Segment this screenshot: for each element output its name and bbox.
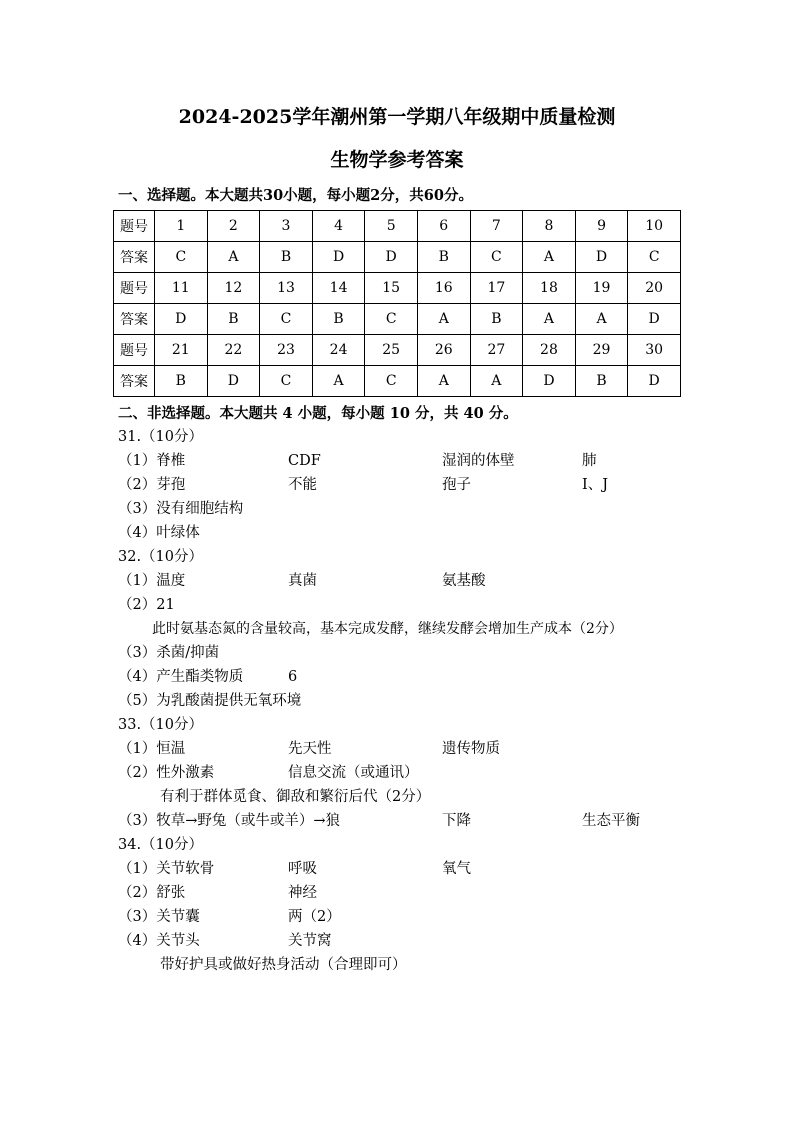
question-number-cell: 28	[523, 335, 576, 366]
q34-4-explanation: 带好护具或做好热身活动（合理即可）	[160, 957, 407, 973]
question-number-cell: 7	[470, 211, 523, 242]
answer-cell: A	[523, 242, 576, 273]
q34-4-a: （4）关节头	[118, 933, 200, 949]
q33-1-c: 遗传物质	[442, 741, 500, 757]
question-number-cell: 12	[207, 273, 260, 304]
question-number-row	[114, 273, 681, 304]
answer-cell: C	[155, 242, 208, 273]
q32-2: （2）21	[118, 597, 175, 613]
q32-2-explanation: 此时氨基态氮的含量较高，基本完成发酵，继续发酵会增加生产成本（2分）	[152, 621, 623, 637]
q33-3-a: （3）牧草→野兔（或牛或羊）→狼	[118, 813, 341, 829]
question-number-cell: 9	[575, 211, 628, 242]
q33-2-explanation: 有利于群体觅食、御敌和繁衍后代（2分）	[160, 789, 431, 805]
q34-4-b: 关节窝	[288, 933, 332, 949]
answer-cell: B	[312, 304, 365, 335]
answer-row-label: 答案	[114, 242, 155, 273]
question-number-row-label: 题号	[114, 211, 155, 242]
answer-cell: A	[523, 304, 576, 335]
q34-1-c: 氧气	[442, 861, 471, 877]
q33-3-b: 下降	[442, 813, 471, 829]
answer-cell: D	[628, 304, 681, 335]
question-number-cell: 8	[523, 211, 576, 242]
question-number-cell: 6	[417, 211, 470, 242]
answer-cell: C	[365, 304, 418, 335]
page-subtitle: 生物学参考答案	[330, 149, 464, 171]
question-number-row-label: 题号	[114, 273, 155, 304]
answer-cell: A	[575, 304, 628, 335]
question-number-cell: 5	[365, 211, 418, 242]
question-number-cell: 13	[260, 273, 313, 304]
answer-cell: D	[523, 366, 576, 397]
q32-3: （3）杀菌/抑菌	[118, 645, 220, 661]
q33-2-b: 信息交流（或通讯）	[288, 765, 419, 781]
answer-cell: C	[260, 304, 313, 335]
answer-cell: B	[155, 366, 208, 397]
answer-cell: A	[417, 366, 470, 397]
question-number-cell: 14	[312, 273, 365, 304]
answer-cell: B	[417, 242, 470, 273]
question-number-cell: 23	[260, 335, 313, 366]
q33-3-c: 生态平衡	[582, 813, 640, 829]
question-number-cell: 29	[575, 335, 628, 366]
q31-1-a: （1）脊椎	[118, 453, 186, 469]
q34-1-b: 呼吸	[288, 861, 317, 877]
q32-1-b: 真菌	[288, 573, 317, 589]
q33-1-b: 先天性	[288, 741, 332, 757]
question-number-row-label: 题号	[114, 335, 155, 366]
question-number-row	[114, 211, 681, 242]
q31-1-d: 肺	[582, 453, 597, 469]
answer-cell: B	[575, 366, 628, 397]
question-number-cell: 3	[260, 211, 313, 242]
q32-4-b: 6	[288, 669, 298, 685]
answer-row	[114, 366, 681, 397]
question-number-row	[114, 335, 681, 366]
q33-1-a: （1）恒温	[118, 741, 186, 757]
q32-1-a: （1）温度	[118, 573, 186, 589]
q34-3-a: （3）关节囊	[118, 909, 200, 925]
answer-table	[113, 210, 681, 397]
q31-2-b: 不能	[288, 477, 317, 493]
answer-cell: A	[417, 304, 470, 335]
answer-cell: D	[207, 366, 260, 397]
q31-3: （3）没有细胞结构	[118, 501, 244, 517]
question-number-cell: 17	[470, 273, 523, 304]
answer-cell: C	[365, 366, 418, 397]
section-heading-nonchoice: 二、非选择题。本大题共 4 小题，每小题 10 分，共 40 分。	[118, 405, 518, 422]
answer-cell: D	[312, 242, 365, 273]
q32-heading: 32.（10分）	[118, 549, 204, 565]
question-number-cell: 16	[417, 273, 470, 304]
answer-cell: A	[207, 242, 260, 273]
question-number-cell: 2	[207, 211, 260, 242]
answer-cell: A	[312, 366, 365, 397]
q34-2-b: 神经	[288, 885, 317, 901]
question-number-cell: 18	[523, 273, 576, 304]
question-number-cell: 21	[155, 335, 208, 366]
q33-heading: 33.（10分）	[118, 717, 204, 733]
answer-cell: C	[260, 366, 313, 397]
answer-row	[114, 242, 681, 273]
answer-cell: D	[365, 242, 418, 273]
answer-cell: D	[575, 242, 628, 273]
question-number-cell: 22	[207, 335, 260, 366]
q34-3-b: 两（2）	[288, 909, 341, 925]
answer-cell: D	[628, 366, 681, 397]
answer-row-label: 答案	[114, 366, 155, 397]
q31-1-b: CDF	[288, 453, 321, 469]
answer-cell: B	[207, 304, 260, 335]
q31-4: （4）叶绿体	[118, 525, 200, 541]
answer-row	[114, 304, 681, 335]
question-number-cell: 19	[575, 273, 628, 304]
answer-row-label: 答案	[114, 304, 155, 335]
question-number-cell: 10	[628, 211, 681, 242]
question-number-cell: 20	[628, 273, 681, 304]
section-heading-choice: 一、选择题。本大题共30小题，每小题2分，共60分。	[118, 187, 473, 204]
q31-2-d: I、J	[582, 477, 609, 493]
answer-cell: B	[260, 242, 313, 273]
question-number-cell: 26	[417, 335, 470, 366]
question-number-cell: 15	[365, 273, 418, 304]
question-number-cell: 24	[312, 335, 365, 366]
answer-cell: C	[470, 242, 523, 273]
q32-4-a: （4）产生酯类物质	[118, 669, 244, 685]
q31-2-a: （2）芽孢	[118, 477, 186, 493]
question-number-cell: 11	[155, 273, 208, 304]
q34-1-a: （1）关节软骨	[118, 861, 215, 877]
q32-1-c: 氨基酸	[442, 573, 486, 589]
question-number-cell: 25	[365, 335, 418, 366]
q34-2-a: （2）舒张	[118, 885, 186, 901]
question-number-cell: 27	[470, 335, 523, 366]
answer-cell: C	[628, 242, 681, 273]
page-title: 2024-2025学年潮州第一学期八年级期中质量检测	[178, 106, 616, 128]
answer-cell: D	[155, 304, 208, 335]
question-number-cell: 4	[312, 211, 365, 242]
question-number-cell: 30	[628, 335, 681, 366]
q33-2-a: （2）性外激素	[118, 765, 215, 781]
q31-1-c: 湿润的体壁	[442, 453, 515, 469]
answer-cell: B	[470, 304, 523, 335]
q31-heading: 31.（10分）	[118, 429, 204, 445]
q31-2-c: 孢子	[442, 477, 471, 493]
answer-cell: A	[470, 366, 523, 397]
q34-heading: 34.（10分）	[118, 837, 204, 853]
question-number-cell: 1	[155, 211, 208, 242]
q32-5: （5）为乳酸菌提供无氧环境	[118, 693, 302, 709]
